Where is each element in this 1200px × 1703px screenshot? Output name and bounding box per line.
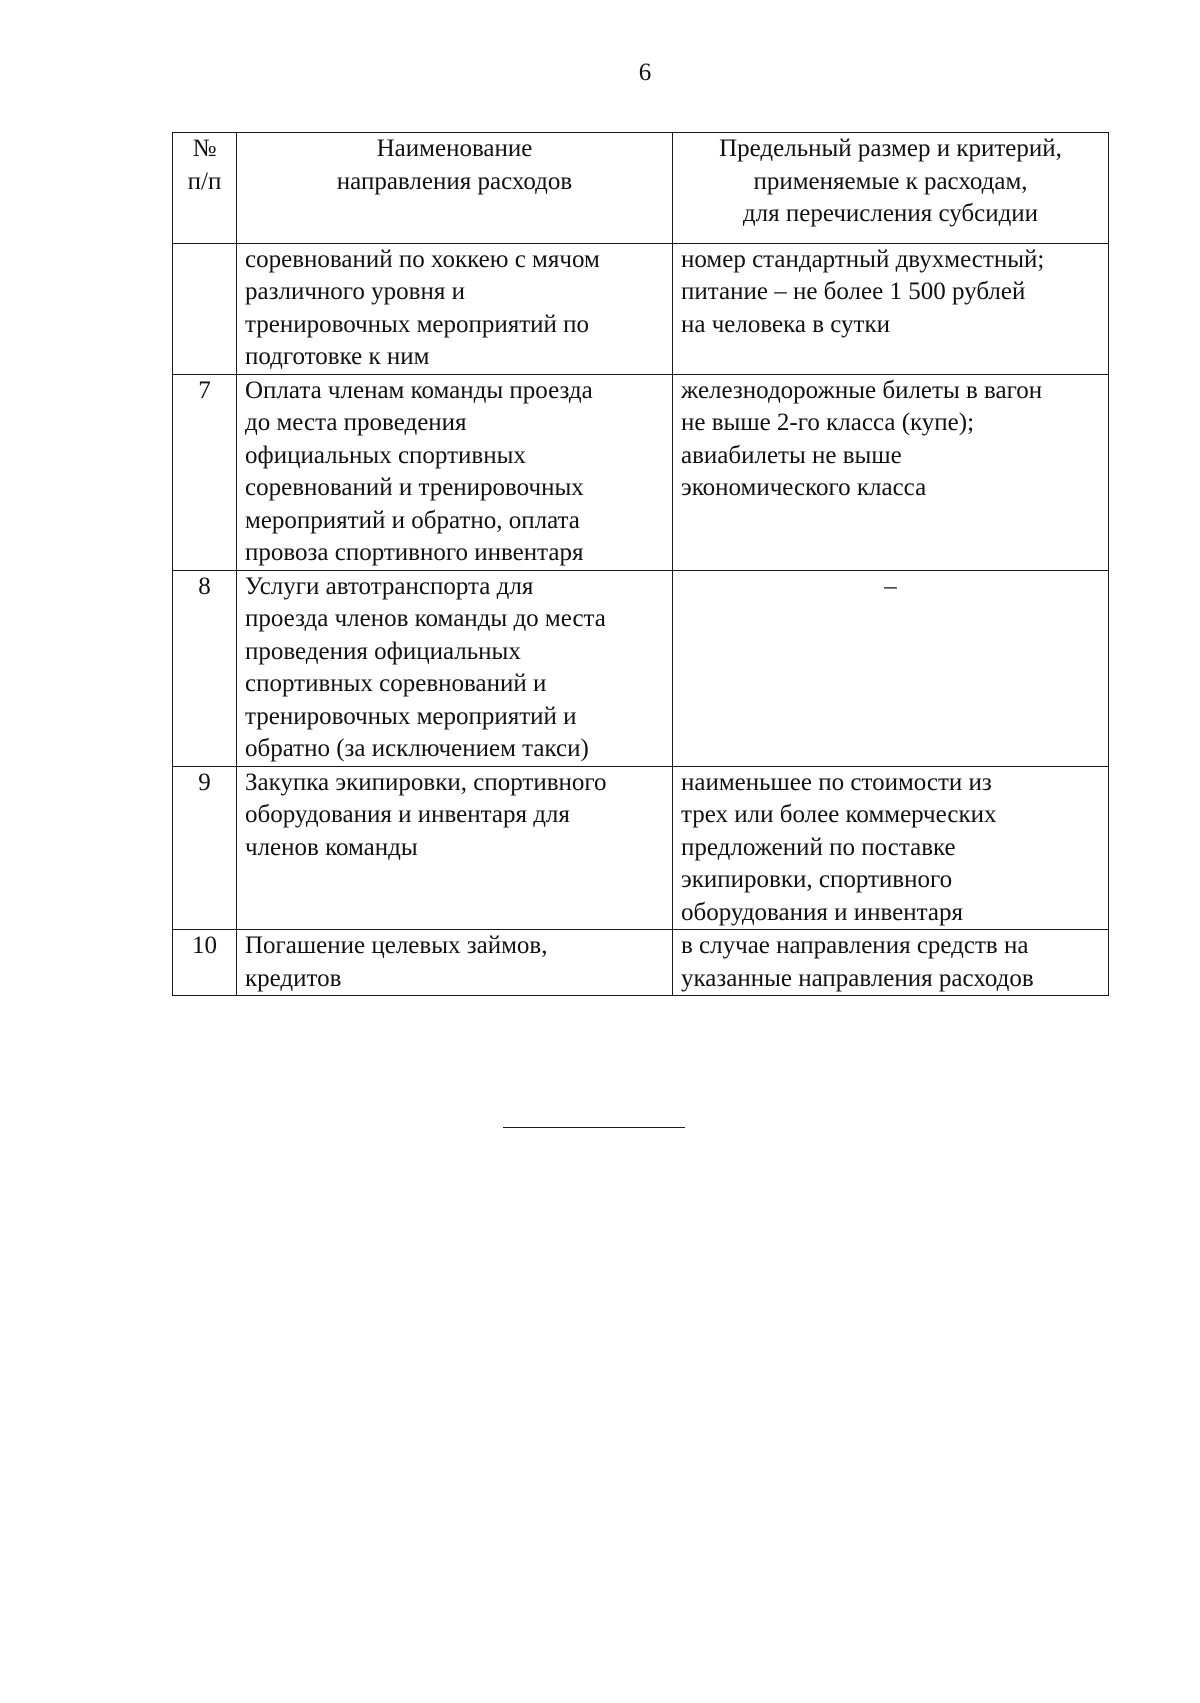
limit-criteria: номер стандартный двухместный; питание – не более 1 500 рублей на человека в сутки <box>673 243 1109 374</box>
table-row <box>173 374 1109 570</box>
expense-name: Закупка экипировки, спортивного оборудования и инвентаря для членов команды <box>237 766 673 930</box>
expense-name: Услуги автотранспорта для проезда членов команды до места проведения официальных спортивных соревнований и тренировочных мероприятий и обратно (за исключением такси) <box>237 570 673 766</box>
table-row <box>173 930 1109 996</box>
row-number: 8 <box>173 570 237 766</box>
page-number: 6 <box>638 59 652 86</box>
header-row <box>173 133 1109 244</box>
table-row <box>173 243 1109 374</box>
row-number <box>173 243 237 374</box>
header-expense-name: Наименование направления расходов <box>237 133 673 244</box>
header-number: № п/п <box>173 133 237 244</box>
end-divider <box>503 1127 685 1128</box>
table-row <box>173 766 1109 930</box>
header-limit-criteria: Предельный размер и критерий, применяемые к расходам, для перечисления субсидии <box>673 133 1109 244</box>
row-number: 10 <box>173 930 237 996</box>
limit-criteria: в случае направления средств на указанные направления расходов <box>673 930 1109 996</box>
table-row <box>173 570 1109 766</box>
limit-criteria: железнодорожные билеты в вагон не выше 2-го класса (купе); авиабилеты не выше экономического класса <box>673 374 1109 570</box>
expense-name: Оплата членам команды проезда до места проведения официальных спортивных соревнований и тренировочных мероприятий и обратно, оплата провоза спортивного инвентаря <box>237 374 673 570</box>
limit-criteria: наименьшее по стоимости из трех или более коммерческих предложений по поставке экипировки, спортивного оборудования и инвентаря <box>673 766 1109 930</box>
expense-name: соревнований по хоккею с мячом различного уровня и тренировочных мероприятий по подготовке к ним <box>237 243 673 374</box>
row-number: 7 <box>173 374 237 570</box>
table-body <box>173 243 1109 996</box>
expense-name: Погашение целевых займов, кредитов <box>237 930 673 996</box>
limit-criteria: – <box>673 570 1109 766</box>
row-number: 9 <box>173 766 237 930</box>
table-header <box>173 133 1109 244</box>
expenses-table <box>172 132 1109 996</box>
